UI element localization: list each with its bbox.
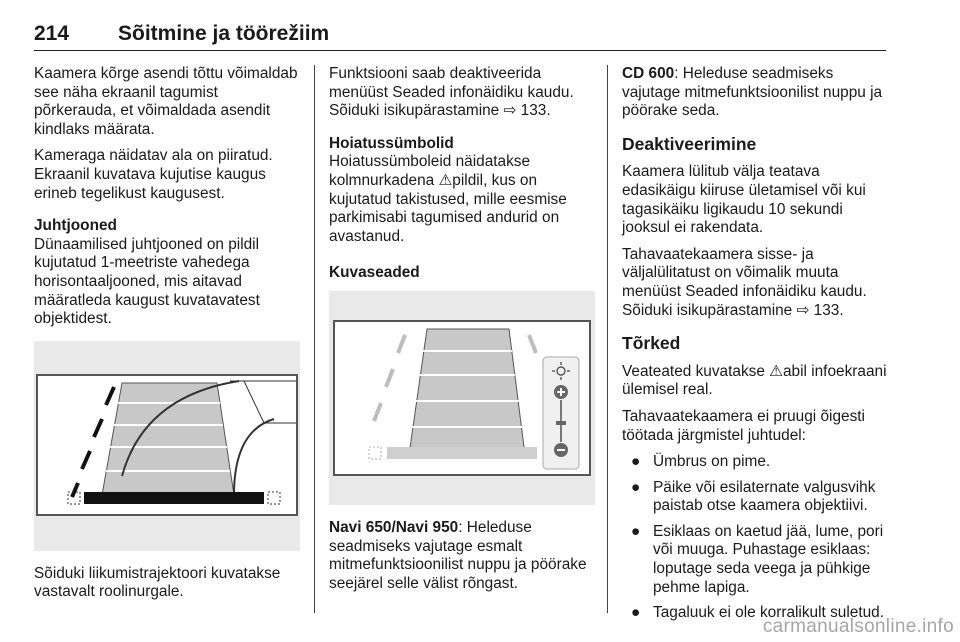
brightness-control-drawing xyxy=(329,291,595,505)
section-heading: Tõrked xyxy=(622,333,681,354)
section-heading: Deaktiveerimine xyxy=(622,133,757,154)
paragraph: Navi 650/Navi 950: Heleduse seadmiseks vajutage esmalt mitmefunktsioonilist nuppu ja pöörake seejärel selle välist rõngast. xyxy=(329,518,587,592)
minus-icon[interactable] xyxy=(554,443,568,457)
column-divider xyxy=(314,65,315,613)
watermark: carmanualsonline.info xyxy=(762,616,954,637)
paragraph: Kaamera lülitub välja teatava edasikäigu kiiruse ületamisel või kui tagasikäiku ligikaudu 10 sekundi jooksul ei rakendata. xyxy=(622,163,866,237)
list-item: ● Ümbrus on pime. xyxy=(631,453,771,471)
paragraph: Tahavaatekaamera sisse- ja väljalülitatust on võimalik muuta menüüst Seaded infonäidiku kaudu. Sõiduki isikupärastamine ⇨ 133. xyxy=(622,245,867,319)
paragraph: Kaamera kõrge asendi tõttu võimaldab see näha ekraanil tagumist põrkerauda, et võimaldada asendit kindlaks määrata. xyxy=(34,65,298,138)
paragraph: Veateated kuvatakse ⚠abil infoekraani ülemisel real. xyxy=(622,362,887,399)
page-header xyxy=(34,22,886,51)
section-heading: Kuvaseaded xyxy=(329,264,420,282)
device-name: Navi 650/Navi 950 xyxy=(329,518,459,536)
bumper-bar xyxy=(84,492,264,504)
paragraph: Funktsiooni saab deaktiveerida menüüst Seaded infonäidiku kaudu. Sõiduki isikupärastamine ⇨ 133. xyxy=(329,65,574,120)
page-title: Sõitmine ja töörežiim xyxy=(118,22,330,45)
column-2 xyxy=(329,65,595,601)
guideline-illustration xyxy=(34,341,300,551)
bullet-icon: ● xyxy=(631,453,641,471)
bullet-icon: ● xyxy=(631,604,641,622)
slider-handle[interactable] xyxy=(556,421,566,425)
page-number: 214 xyxy=(34,22,70,45)
paragraph: Hoiatussümboleid näidatakse kolmnurkadena ⚠pildil, kus on kujutatud takistused, mille eesmise parkimisabi tagumised andurid on avastanud. xyxy=(329,153,567,245)
paragraph: Kameraga näidatav ala on piiratud. Ekraanil kuvatava kujutise kaugus erineb tegelikust kaugusest. xyxy=(34,147,273,202)
paragraph: Tahavaatekaamera ei pruugi õigesti töötada järgmistel juhtudel: xyxy=(622,407,865,444)
section-hoiatus xyxy=(329,135,595,247)
guide-zone xyxy=(102,383,234,495)
paragraph: Dünaamilised juhtjooned on pildil kujutatud 1-meetriste vahedega horisontaaljooned, mis aitavad määratleda kaugust kuvatavatest objektidest. xyxy=(34,235,260,328)
display-settings-illustration xyxy=(329,291,595,505)
bumper-bar xyxy=(387,447,537,459)
camera-guidelines-drawing xyxy=(34,341,300,551)
list-item: ● Esiklaas on kaetud jää, lume, pori või muuga. Puhastage esiklaas: loputage seda veega ja pühkige pehme lapiga. xyxy=(631,522,884,596)
column-1 xyxy=(34,65,302,610)
bullet-list xyxy=(622,453,890,623)
caption: Sõiduki liikumistrajektoori kuvatakse vastavalt roolinurgale. xyxy=(34,564,281,601)
column-divider xyxy=(607,65,608,613)
bullet-icon: ● xyxy=(631,522,641,540)
column-3 xyxy=(622,65,890,630)
section-juhtjooned xyxy=(34,217,302,329)
device-name: CD 600 xyxy=(622,65,675,82)
section-heading: Hoiatussümbolid xyxy=(329,134,454,152)
paragraph: CD 600: Heleduse seadmiseks vajutage mitmefunktsioonilist nuppu ja pöörake seda. xyxy=(622,65,883,120)
brightness-slider[interactable] xyxy=(543,357,579,469)
guide-zone xyxy=(409,329,525,455)
plus-icon[interactable] xyxy=(554,385,568,399)
bullet-icon: ● xyxy=(631,478,641,496)
list-item: ● Päike või esilaternate valgusvihk paistab otse kaamera objektiivi. xyxy=(631,478,876,515)
section-heading: Juhtjooned xyxy=(34,217,117,235)
list-item: ● Tagaluuk ei ole korralikult suletud. xyxy=(631,604,884,622)
